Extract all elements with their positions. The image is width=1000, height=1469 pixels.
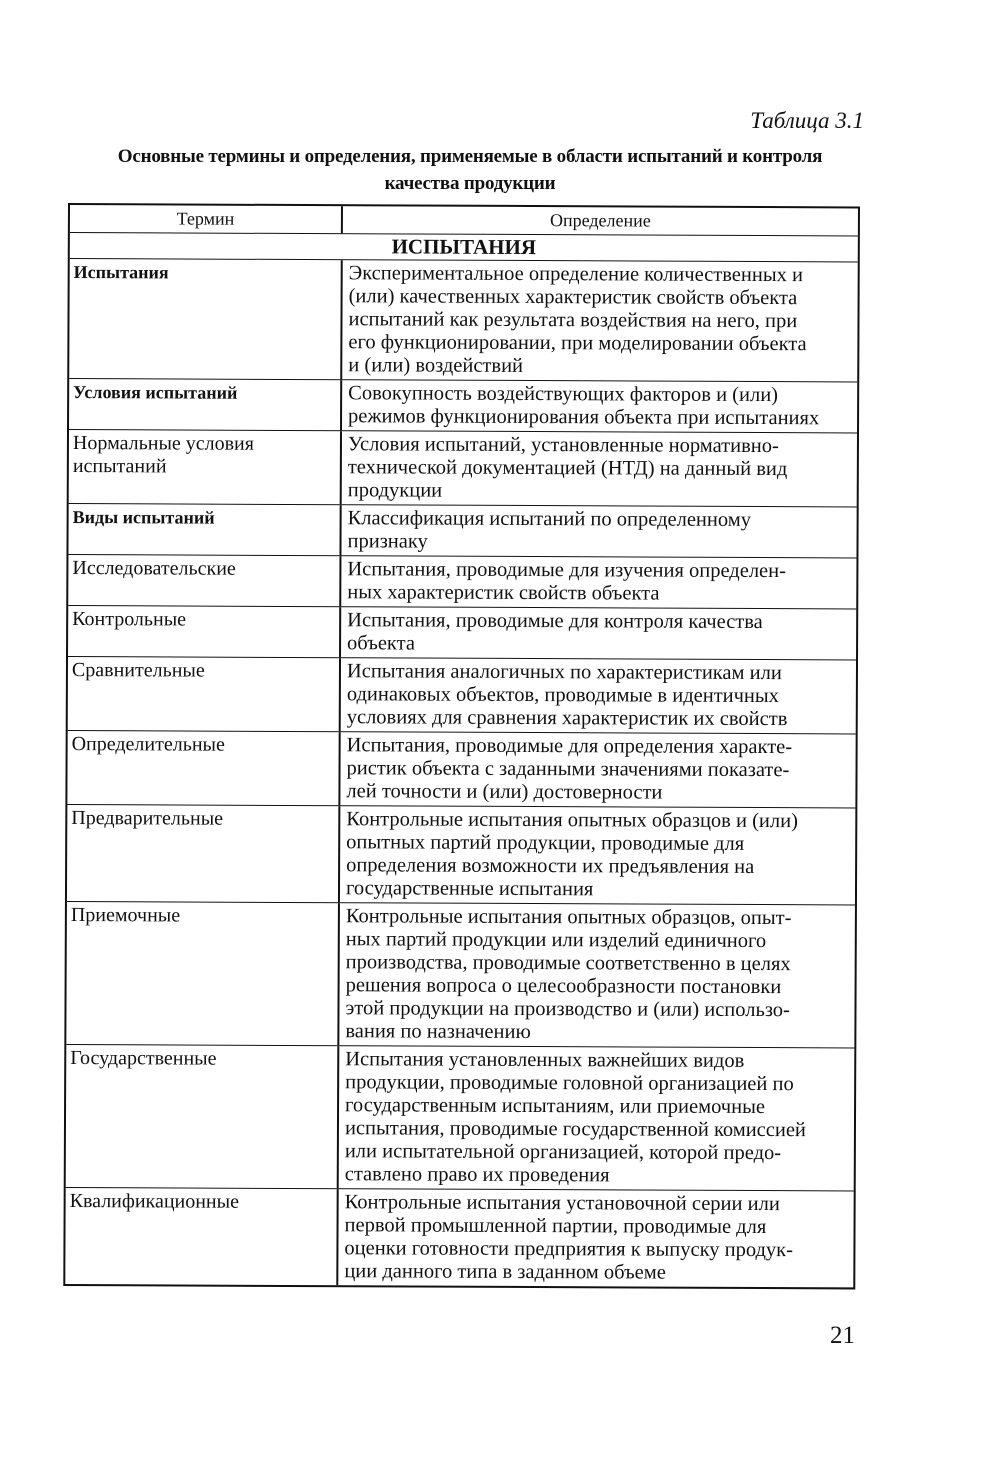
table-row [68,503,856,557]
header-definition: Определение [549,210,651,231]
definition-cell [339,903,855,1047]
table-caption: Таблица 3.1 [750,108,864,133]
term-line: Приемочные [70,904,181,927]
definition-line: вания по назначению [345,1020,531,1044]
definition-line: определения возможности их предъявления на [346,854,755,879]
definition-line: ристик объекта с заданными значениями показате- [346,757,790,782]
table-row [69,258,858,381]
table-row [67,730,855,807]
definition-cell [338,1189,853,1287]
definition-cell [342,380,857,432]
term-line: Нормальные условия [72,432,255,455]
term-cell [65,1188,338,1285]
definition-line: лей точности и (или) достоверности [346,780,663,804]
definition-line: испытания, проводимые государственной комиссией [344,1117,806,1142]
table-row [65,1187,853,1287]
definition-cell [342,431,857,506]
definition-line: ных партий продукции или изделий единичного [345,928,767,953]
definition-line: государственные испытания [345,877,594,901]
definition-line: Испытания аналогичных по характеристикам или [346,660,782,685]
definition-line: Испытания, проводимые для контроля качества [347,609,763,634]
definition-line: режимов функционирования объекта при испытаниях [348,405,820,430]
definition-line: испытаний как результата воздействия на него, при [348,308,798,333]
definition-line: продукции [347,479,443,502]
term-cell [69,259,343,379]
definition-line: ции данного типа в заданном объеме [344,1260,666,1284]
definition-line: опытных партий продукции, проводимые для [346,831,745,855]
definition-line: или испытательной организацией, которой предо- [344,1140,782,1165]
definition-line: первой промышленной партии, проводимые для [344,1214,767,1239]
term-line: Испытания [73,262,169,283]
table-row [66,901,855,1047]
table-title [60,143,880,197]
definition-cell [340,732,855,807]
definition-line: Испытания, проводимые для определения характе- [346,734,793,759]
definition-line: государственным испытаниям, или приемочные [345,1094,766,1119]
term-cell [68,504,341,555]
definition-line: Совокупность воздействующих факторов и (или) [348,382,779,407]
term-cell [68,555,341,606]
term-line: Исследовательские [72,557,236,580]
definition-line: продукции, проводимые головной организацией по [345,1071,794,1096]
term-cell [69,430,342,504]
table-row [67,804,855,904]
table-row [66,1044,855,1190]
definition-line: условиях для сравнения характеристик их свойств [346,706,788,731]
definition-line: признаку [347,530,428,553]
definition-line: его функционировании, при моделировании объекта [348,331,807,356]
definition-cell [341,556,856,608]
term-line: Предварительные [71,807,224,830]
definition-line: производства, проводимые соответственно в целях [345,951,791,976]
definition-line: Классификация испытаний по определенному [347,507,752,531]
definition-line: Контрольные испытания установочной серии или [344,1191,780,1216]
definition-line: Условия испытаний, установленные нормативно- [347,433,779,458]
definition-cell [339,1046,855,1190]
definition-line: одинаковых объектов, проводимые в идентичных [346,683,780,708]
definition-line: объекта [347,632,416,655]
term-line: Государственные [70,1047,217,1070]
definition-cell [341,505,856,557]
page-number: 21 [830,1322,855,1349]
definition-line: Испытания, проводимые для изучения определен- [347,558,787,583]
table-row [68,554,856,608]
definition-line: ных характеристик свойств объекта [347,581,660,605]
term-cell [66,902,340,1045]
term-line: Квалификационные [69,1190,240,1213]
term-cell [68,606,341,657]
header-term: Термин [70,205,343,233]
definition-cell [341,607,856,659]
term-cell [67,805,340,902]
definition-line: этой продукции на производство и (или) использо- [345,997,790,1022]
definition-line: Контрольные испытания опытных образцов и (или) [346,808,798,833]
definition-line: оценки готовности предприятия к выпуску продук- [344,1237,794,1262]
definition-cell [340,806,855,904]
definition-cell [342,260,858,381]
definition-line: решения вопроса о целесообразности постановки [345,974,782,999]
term-line: Условия испытаний [73,382,238,403]
definition-cell [341,658,856,733]
term-line: испытаний [72,455,167,478]
term-cell [67,731,340,805]
title-line: Основные термины и определения, применяемые в области испытаний и контроля [117,146,823,167]
table-row [68,605,856,659]
section-row: ИСПЫТАНИЯ [70,232,858,261]
term-cell [69,379,342,430]
table-row [69,378,857,432]
table-row [68,656,856,733]
terms-table [63,203,860,1289]
term-line: Контрольные [72,608,187,631]
definition-line: (или) качественных характеристик свойств объекта [348,285,798,310]
definition-line: ставлено право их проведения [344,1163,610,1187]
term-cell [66,1045,340,1188]
table-row [69,429,857,506]
definition-line: Экспериментальное определение количественных и [348,262,804,287]
term-cell [68,657,341,731]
definition-line: и (или) воздействий [348,354,524,377]
term-line: Сравнительные [71,659,205,682]
definition-line: Контрольные испытания опытных образцов, опыт- [345,905,792,930]
table-header-row [70,205,858,235]
definition-line: Испытания установленных важнейших видов [345,1048,745,1072]
term-line: Определительные [71,733,225,756]
term-line: Виды испытаний [72,507,215,528]
definition-line: технической документацией (НТД) на данный вид [347,456,788,481]
title-line: качества продукции [384,173,556,194]
